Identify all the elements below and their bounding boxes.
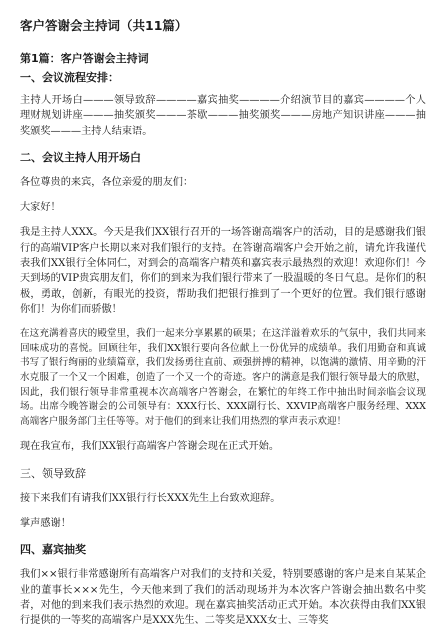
- document-title: 客户答谢会主持词（共11篇）: [20, 18, 188, 33]
- applause-paragraph: 掌声感谢！: [20, 518, 71, 530]
- section-heading-speech: 三、领导致辞: [20, 466, 86, 480]
- section-heading-lottery: 四、嘉宾抽奖: [20, 543, 86, 557]
- section-heading-flow: 一、会议流程安排：: [20, 71, 119, 84]
- flow-paragraph: 主持人开场白———领导致辞————嘉宾抽奖————介绍演节目的嘉宾————个人理财规划讲座———抽奖颁奖———茶歇———抽奖颁奖———房地产知识讲座———抽奖颁奖———主持人结束语。: [20, 95, 426, 137]
- invite-paragraph: 接下来我们有请我们XX银行行长XXX先生上台致欢迎辞。: [20, 492, 281, 504]
- section-heading-opening: 二、会议主持人用开场白: [20, 150, 141, 164]
- greeting-paragraph: 各位尊贵的来宾，各位亲爱的朋友们：: [20, 176, 194, 188]
- piece-heading: 第1篇：客户答谢会主持词: [20, 52, 149, 65]
- announce-paragraph: 现在我宣布，我们XX银行高端客户答谢会现在正式开始。: [20, 441, 280, 453]
- review-paragraph: 在这充满着喜庆的殿堂里，我们一起来分享累累的硕果；在这洋溢着欢乐的气氛中，我们共同来回味成功的喜悦。回顾往年，我们XX银行要向各位献上一份优异的成绩单。我们用勤奋和真诚书写了银行绚丽的业绩篇章，我们发扬勇往直前、顽强拼搏的精神，以饱满的激情、用辛勤的汗水克服了一个又一个困难，创造了一个又一个的奇迹。客户的满意是我们银行领导最大的欣慰，因此，我们银行领导非常重视本次高端客户答谢会，在繁忙的年终工作中抽出时间亲临会议现场。出席今晚答谢会的公司领导有：XXX行长、XXX副行长、XXVIP高端客户服务经理、XXX高端客户服务部门主任等等。对于他们的到来让我们用热烈的掌声表示欢迎！: [20, 328, 426, 427]
- hello-paragraph: 大家好！: [20, 202, 61, 214]
- lottery-paragraph: 我们××银行非常感谢所有高端客户对我们的支持和关爱，特别要感谢的客户是来自某某企业的董事长×××先生，今天他来到了我们的活动现场并为本次客户答谢会抽出数名中奖者，对他的到来我们表示热烈的欢迎。现在嘉宾抽奖活动正式开始。本次获得由我们XX银行提供的一等奖的高端客户是XXX先生、二等奖是XXX女士、三等奖: [20, 569, 426, 627]
- intro-paragraph: 我是主持人XXX。今天是我们XX银行召开的一场答谢高端客户的活动，目的是感谢我们银行的高端VIP客户长期以来对我们银行的支持。在答谢高端客户会开始之前，请允许我谨代表我们XX银行全体同仁，对到会的高端客户精英和嘉宾表示最热烈的欢迎！欢迎你们！今天到场的VIP贵宾朋友们，你们的到来为我们银行带来了一股温暖的冬日气息。是你们的积极，勇敢，创新，有眼光的投资，帮助我们把银行推到了一个更好的位置。我们银行感谢你们！为你们而骄傲！: [20, 227, 426, 315]
